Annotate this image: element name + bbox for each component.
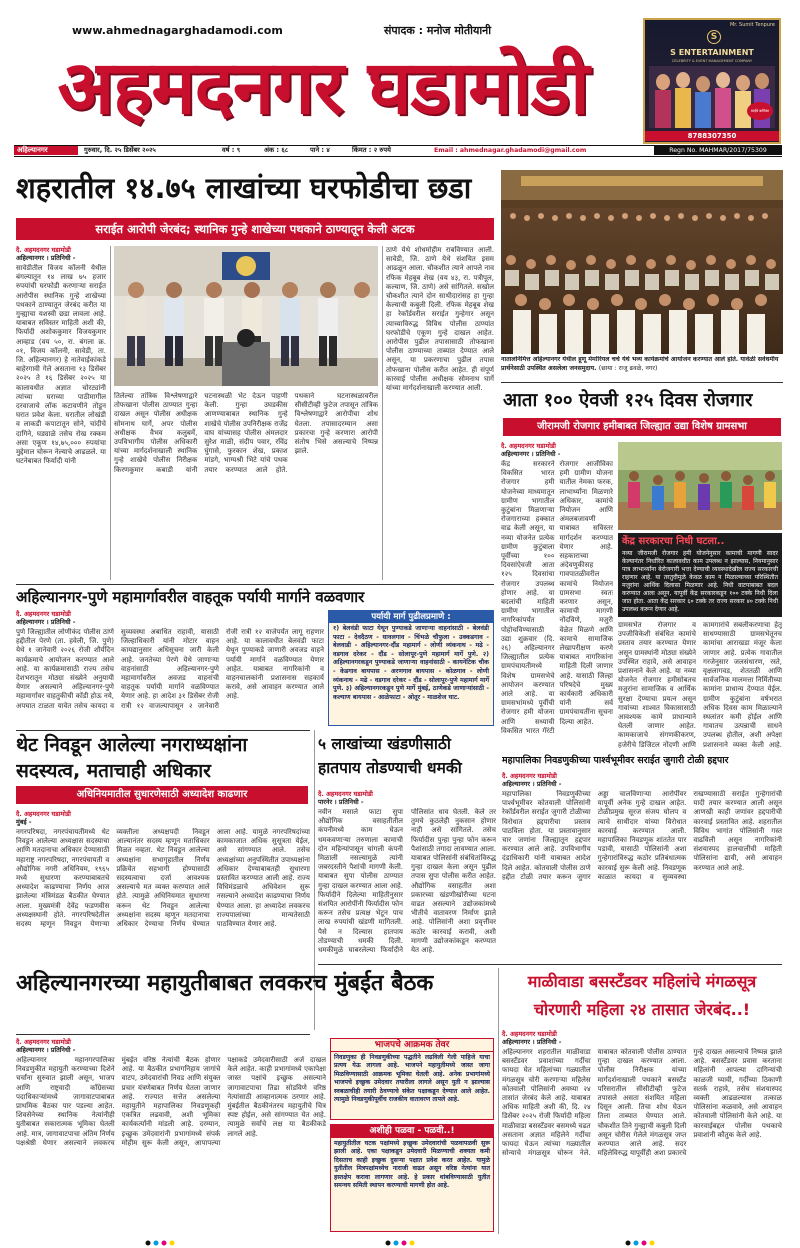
rojgar-col xyxy=(501,442,613,748)
route-box-text: १) बेलवंडी फाटा येथून पुण्याकडे जाणाऱ्या वाहनांसाठी - बेलवंडी फाटा - देवदैठण - धावलगाव - चिंभळे चौफुला - उक्कडगाव - बेलवाडी - अहिल्यानगर-दौंड महामार्ग - लोणी व्यंकनाथ - मढे - वडगाव दरेकर - दौंड - सोलापूर-पुणे महामार्ग मार्गे पुणे. २) अहिल्यानगरकडून पुण्याकडे जाणाऱ्या वाहनांसाठी - कायनेटिक चौक - केडगाव बायपास - अरणगाव बायपास - कोळगाव - लोणी व्यंकनाथ - मढे - वडगाव दरेकर - दौंड - सोलापूर-पुणे महामार्ग मार्गे पुणे. ३) अहिल्यानगरकडून पुणे मार्गे मुंबई, ठाणेकडे जाणाऱ्यांसाठी - कल्याण बायपास - आळेफाटा - ओतूर - माळशेज घाट. xyxy=(333,625,489,701)
info-bar xyxy=(14,145,782,157)
lead-photo xyxy=(114,246,378,386)
bjp-box-title: भाजपचे आक्रमक तेवर xyxy=(331,1039,493,1052)
rojgar-callout xyxy=(618,533,782,617)
info-date: गुरुवार, दि. २५ डिसेंबर २०२५ xyxy=(84,146,156,154)
rojgar-text-2: ग्रामसभेत रोजगार व उपजीविकेशी संबंधित कामांचे प्रस्ताव तयार करण्यात येणार असून ग्रामस्थांनी मोठ्या संख्येने उपस्थित राहावे, असे आवाहन प्रशासनाने केले आहे. या नव्या योजनेत रोजगार हमीसोबतच मजुरांना सामाजिक व आर्थिक सुरक्षा देण्याचा प्रयत्न असून गावांच्या शाश्वत विकासासाठी आवश्यक कामे प्राधान्याने घेतली जाणार आहेत. कामकाजाचे संगणकीकरण, हजेरीचे डिजिटल नोंदणी आणि xyxy=(618,621,696,748)
palva-box-text: महायुतीतील घटक पक्षांमध्ये इच्छुक उमेदवारांची पळवापळवी सुरू झाली आहे. एका पक्षाकडून उमेदवारी मिळण्याची शक्यता कमी दिसताच काही इच्छुक दुसऱ्या पक्षात प्रवेश करत आहेत. यामुळे युतीतील मित्रपक्षांमध्येच नाराजी वाढत असून वरिष्ठ नेत्यांना यात हस्तक्षेप करावा लागणार आहे. हे प्रकार थांबविण्यासाठी युतीत समन्वय समिती स्थापन करण्याची मागणी होत आहे. xyxy=(334,1140,490,1190)
khandani-headline: ५ लाखांच्या खंडणीसाठी हातपाय तोडण्याची धमकी xyxy=(318,735,462,777)
mahapalika-dateline: अहिल्यानगर । प्रतिनिधी - xyxy=(502,780,562,788)
palva-box xyxy=(330,1124,494,1232)
info-year: वर्ष : ९ xyxy=(222,146,241,154)
highway-text: पुणे जिल्ह्यातील लोणीकंद पोलीस ठाणे हद्दीतील पेरणे (ता. हवेली, जि. पुणे) येथे १ जानेवारी २०२६ रोजी शौर्यदिन कार्यक्रमाचे आयोजन करण्यात आले आहे. या कार्यक्रमासाठी राज्य तसेच देशभरातून मोठ्या संख्येने अनुयायी येणार असल्याने अहिल्यानगर-पुणे महामार्गावर वाहतुकीची कोंडी होऊ नये, अपघात टाळता यावेत तसेच कायदा व सुव्यवस्था अबाधित राहावी, यासाठी जिल्हाधिकारी यांनी मोटार वाहन कायद्यानुसार अधिसूचना जारी केली आहे. जनतेच्या पेरणे येथे जाणाऱ्या वाहनांसाठी अहिल्यानगर-पुणे महामार्गावरील अवजड वाहनांची वाहतूक पर्यायी मार्गाने वळविण्यात येणार आहे. हा आदेश ३१ डिसेंबर रोजी रात्री १२ वाजल्यापासून २ जानेवारी रोजी रात्री १२ वाजेपर्यंत लागू राहणार आहे. या कालावधीत बेलवंडी फाटा येथून पुण्याकडे जाणारी अवजड वाहने पर्यायी मार्गाने वळविण्यात येणार आहेत. याबाबत नागरिकांनी व वाहनचालकांनी प्रशासनास सहकार्य करावे, असे आवाहन करण्यात आले आहे. xyxy=(16,628,324,710)
lead-col4: ठाणे येथे शोधमोहीम राबविण्यात आली. सावेडी, जि. ठाणे येथे संशयित इसम आढळून आला. चौकशीत त्याने आपले नाव रफिक मेहबूब शेख (वय ४३, रा. पत्रीपूल, कल्याण, जि. ठाणे) असे सांगितले. सखोल चौकशीत त्याने दोन साथीदारांसह हा गुन्हा केल्याची कबुली दिली. रफिक मेहबूब शेख हा रेकॉर्डवरील सराईत गुन्हेगार असून त्याच्याविरुद्ध विविध पोलीस ठाण्यांत घरफोडीचे एकूण गुन्हे दाखल आहेत. आरोपीस पुढील तपासासाठी तोफखाना पोलीस ठाण्याच्या ताब्यात देण्यात आले असून, या प्रकरणाचा पुढील तपास तोफखाना पोलीस करीत आहेत. ही संपूर्ण कारवाई पोलीस अधीक्षक सोमनाथ घार्गे यांच्या मार्गदर्शनाखाली करण्यात आली. xyxy=(386,246,494,393)
rojgar-text: केंद्र सरकारने विकसित भारत रोजगार हमी योजनेच्या माध्यमातून ग्रामीण भागातील कुटुंबांना मिळणाऱ्या रोजगाराच्या हक्कात वाढ केली असून, या नव्या योजनेत प्रत्येक ग्रामीण कुटुंबाला पूर्वीच्या १०० दिवसांऐवजी आता १२५ दिवसांचा रोजगार उपलब्ध होणार आहे. या बदलांची माहिती ग्रामीण भागातील नागरिकांपर्यंत पोहोचविण्यासाठी उद्या शुक्रवार (दि. २६) अहिल्यानगर जिल्ह्यातील प्रत्येक ग्रामपंचायतीमध्ये विशेष ग्रामसभेचे आयोजन करण्यात आले आहे. या ग्रामसभांमध्ये पूर्वीची रोजगार हमी योजना आणि सध्याची विकसित भारत गॅरंटी रोजगार आजीविका हमी ग्रामीण योजना यातील नेमका फरक, लाभार्थ्यांना मिळणारे अधिकार, कामांचे नियोजन आणि अंमलबजावणी याबाबत सविस्तर मार्गदर्शन करण्यात येणार आहे. सहकाराच्या अंदेवणुकीसह गावपातळीवरील कामांचे नियोजन ग्रामसभा स्वतः करणार असून, कामाची मागणी नोंदविणे, मजुरी वेळेत मिळणे आणि कामाचे सामाजिक लेखापरीक्षण करणे याबाबत नागरिकांना माहिती दिली जाणार आहे. यासाठी जिल्हा परिषदेचे मुख्य कार्यकारी अधिकारी यांनी सर्व ग्रामपंचायतींना सूचना दिल्या आहेत. xyxy=(501,460,613,735)
rally-caption-text: नातालनिमित्त अहिल्यानगर येथील हूणू मेमोरियल चर्च येथे भव्य कार्यक्रमांचे आयोजन करण्यात आले होते. यावेळी सर्वधर्मीय प्रार्थनेसाठी उपस्थित असलेला जनसमुदाय. xyxy=(501,356,779,372)
masthead-title: अहमदनगर घडामोडी xyxy=(57,45,589,131)
ad-logo-icon: S xyxy=(707,30,721,44)
lead-col1 xyxy=(16,246,106,580)
mahapalika-text: महापालिका निवडणुकीच्या पार्श्वभूमीवर कोतवाली पोलिसांनी रेकॉर्डवरील सराईत जुगारी टोळीच्या विरोधात हद्दपारीचा प्रस्ताव पाठविला होता. या प्रस्तावानुसार चार जणांना जिल्ह्यातून हद्दपार करण्यात आले आहे. उपविभागीय दंडाधिकारी यांनी याबाबत आदेश दिले आहेत. कोतवाली पोलीस ठाणे हद्दीत टोळी तयार करून जुगार अड्डा चालविणाऱ्या आरोपींवर यापूर्वी अनेक गुन्हे दाखल आहेत. टोळीप्रमुख सूरज संजय घोलप व त्याचे साथीदार यांच्या विरोधात कारवाई करण्यात आली. महापालिका निवडणूक शांततेत पार पडावी, यासाठी पोलिसांनी अशा गुन्हेगारांविरुद्ध कठोर प्रतिबंधात्मक कारवाई सुरू केली आहे. निवडणूक काळात कायदा व सुव्यवस्था राखण्यासाठी सराईत गुन्हेगारांची यादी तयार करण्यात आली असून आणखी काही जणांवर हद्दपारीची कारवाई प्रस्तावित आहे. शहरातील विविध भागांत पोलिसांनी गस्त वाढविली असून नागरिकांनी संशयास्पद हालचालींची माहिती पोलिसांना द्यावी, असे आवाहन करण्यात आले आहे. xyxy=(502,790,782,881)
rally-credit: (छाया : राजू ढवळे, नगर) xyxy=(598,364,658,372)
rojgar-subhead: जीरामजी रोजगार हमीबाबत जिल्ह्यात उद्या विशेष ग्रामसभा xyxy=(503,418,781,436)
highway-dateline: अहिल्यानगर । प्रतिनिधी - xyxy=(16,618,76,626)
info-price: किंमत : २ रुपये xyxy=(352,146,391,154)
rojgar-text-3: कामगारांचे सबलीकरणाचा हेतू साधण्यासाठी ग्रामसभेतूनच कामांचा आराखडा मंजूर केला जाणार आहे. प्रत्येक गावातील गरजेनुसार जलसंधारण, रस्ते, वृक्षलागवड, शेततळी आणि सार्वजनिक मालमत्ता निर्मितीच्या कामांना प्राधान्य देण्यात येईल. ग्रामीण कुटुंबांना वर्षभरात अधिक दिवस काम मिळाल्याने स्थलांतर कमी होईल आणि गावातच उत्पन्नाची साधने उपलब्ध होतील, अशी अपेक्षा प्रशासनाने व्यक्त केली आहे. xyxy=(703,621,782,748)
callout-title: केंद्र सरकारचा निधी घटला.. xyxy=(622,536,725,547)
bjp-box xyxy=(330,1038,494,1120)
website-url[interactable]: www.ahmednagarghadamodi.com xyxy=(72,24,283,37)
rojgar-photo xyxy=(618,442,782,530)
lead-photo-text: तिलेल्या तांत्रिक विश्लेषणाद्वारे तोफखाना पोलीस ठाण्यात गुन्हा दाखल असून पोलीस अधीक्षक सोमनाथ घार्गे, अपर पोलीस अधीक्षक वैभव कलुबर्मे, उपविभागीय पोलीस अधिकारी यांच्या मार्गदर्शनाखाली स्थानिक गुन्हे शाखेचे पोलीस निरीक्षक किरणकुमार कबाडी यांनी घटनास्थळी भेट देऊन पाहणी केली. गुन्हा उघडकीस आणण्याबाबत स्थानिक गुन्हे शाखेचे पोलीस उपनिरीक्षक राजेंद्र वाघ यांच्यासह पोलीस अंमलदार सुरेश माळी, संदीप पवार, रविंद्र घुंगासे, फुरकान शेख, प्रकाश मांडगे, भाग्यश्री भिटे यांचे पथक तयार करण्यात आले होते. पथकाने घटनास्थळावरील सीसीटीव्ही फुटेज तपासून तांत्रिक विश्लेषणाद्वारे आरोपीचा शोध घेतला. तपासादरम्यान असा प्रकारचा गुन्हे करणारा आरोपी संतोष भिसे असल्याचे निष्पन्न झाले. xyxy=(114,392,378,474)
ad-brand: S ENTERTAINMENT xyxy=(670,48,754,57)
rojgar-byline: दै. अहमदनगर घडामोडी xyxy=(501,442,556,450)
mahayuti-col xyxy=(16,1038,326,1234)
mahayuti-byline: दै. अहमदनगर घडामोडी xyxy=(16,1038,71,1046)
khandani-byline: दै. अहमदनगर घडामोडी xyxy=(318,790,373,798)
lead-col1-text: सावेडीतील विजय कॉलनी येथील बंगल्यातून १४ लाख ७५ हजार रुपयांची घरफोडी करणाऱ्या सराईत आरोपीस स्थानिक गुन्हे शाखेच्या पथकाने ठाण्यातून जेरबंद करीत या गुन्ह्याचा यशस्वी छडा लावला आहे. याबाबत सविस्तर माहिती अशी की, फिर्यादी अशोककुमार विजयकुमार आव्हाड (वय ५०, रा. बंगला क्र. ०१, विजय कॉलनी, सावेडी, ता. जि. अहिल्यानगर) हे नातेवाईकांकडे बाहेरगावी गेले असताना १३ डिसेंबर २०२५ ते १६ डिसेंबर २०२५ या कालावधीत अज्ञात चोरट्यांनी त्यांच्या घराच्या पाठीमागील दरवाजाचे लॉक कटावणीने तोडून घरात प्रवेश केला. घरातील लोखंडी व लाकडी कपाटातून सोने, चांदीचे दागिने, घड्याळे तसेच रोख रक्कम असा एकूण १४,७५,००० रुपयांचा मुद्देमाल चोरून नेल्याचे आढळले. या घटनेबाबत फिर्यादी यांनी xyxy=(16,264,106,466)
lead-dateline: अहिल्यानगर । प्रतिनिधी - xyxy=(16,254,76,262)
ad-person: Mr. Sumit Tenpure xyxy=(729,22,775,28)
malivada-text: अहिल्यानगर शहरातील माळीवाडा बसस्टँडवर प्रवाशांच्या गर्दीचा फायदा घेत महिलांच्या गळ्यातील मंगळसूत्र चोरी करणाऱ्या महिलेस कोतवाली पोलिसांनी अवघ्या २४ तासांत जेरबंद केले आहे. याबाबत अधिक माहिती अशी की, दि. २४ डिसेंबर २०२५ रोजी फिर्यादी महिला माळीवाडा बसस्टँडवर बसमध्ये चढत असताना अज्ञात महिलेने गर्दीचा फायदा घेऊन त्यांच्या गळ्यातील सोन्याचे मंगळसूत्र चोरून नेले. याबाबत कोतवाली पोलीस ठाण्यात गुन्हा दाखल करण्यात आला. पोलीस निरीक्षक यांच्या मार्गदर्शनाखाली पथकाने बसस्टँड परिसरातील सीसीटीव्ही फुटेज तपासले असता संशयित महिला दिसून आली. तिचा शोध घेऊन तिला ताब्यात घेण्यात आले. चौकशीत तिने गुन्ह्याची कबुली दिली असून चोरीस गेलेले मंगळसूत्र जप्त करण्यात आले आहे. सदर महिलेविरुद्ध यापूर्वीही अशा प्रकारचे गुन्हे दाखल असल्याचे निष्पन्न झाले आहे. बसस्टँडवर प्रवास करताना महिलांनी आपल्या दागिन्यांची काळजी घ्यावी, गर्दीच्या ठिकाणी सतर्क राहावे, तसेच संशयास्पद व्यक्ती आढळल्यास तत्काळ पोलिसांना कळवावे, असे आवाहन कोतवाली पोलिसांनी केले आहे. या कारवाईबद्दल पोलीस पथकाचे प्रवाशांनी कौतुक केले आहे. xyxy=(502,1048,782,1158)
lead-byline: दै. अहमदनगर घडामोडी xyxy=(16,246,71,254)
highway-route-box xyxy=(328,610,494,726)
rojgar-headline: आता १०० ऐवजी १२५ दिवस रोजगार xyxy=(503,390,753,411)
mahapalika-byline: दै. अहमदनगर घडामोडी xyxy=(502,772,557,780)
lead-headline: शहरातील १४.७५ लाखांच्या घरफोडीचा छडा xyxy=(16,171,472,205)
mahayuti-text: अहिल्यानगर महानगरपालिका निवडणुकीत महायुती करण्याच्या दिशेने चर्चांना सुरुवात झाली असून, भाजप आणि राष्ट्रवादी काँग्रेसच्या पदाधिकाऱ्यांमध्ये जागावाटपाबाबत प्राथमिक बैठका पार पडल्या आहेत. शिवसेनेच्या स्थानिक नेत्यांनीही युतीबाबत सकारात्मक भूमिका घेतली आहे. मात्र, जागावाटपाचा अंतिम निर्णय पक्षश्रेष्ठी घेणार असल्याने लवकरच मुंबईत वरिष्ठ नेत्यांची बैठक होणार आहे. या बैठकीत प्रभागनिहाय जागांचे वाटप, उमेदवारांची निवड आणि संयुक्त प्रचार यंत्रणेबाबत निर्णय घेतला जाणार आहे. राज्यात सत्तेत असलेल्या महायुतीने महापालिका निवडणूकही एकत्रित लढवावी, अशी भूमिका कार्यकर्त्यांनी मांडली आहे. दरम्यान, इच्छुक उमेदवारांनी प्रभागांमध्ये संपर्क मोहीम सुरू केली असून, आपापल्या पक्षाकडे उमेदवारीसाठी अर्ज दाखल केले आहेत. काही प्रभागांमध्ये एकापेक्षा जास्त पक्षांचे इच्छुक असल्याने जागावाटपाचा तिढा सोडविणे वरिष्ठ नेत्यांसाठी आव्हानात्मक ठरणार आहे. मुंबईतील बैठकीनंतरच महायुतीचे चित्र स्पष्ट होईल, असे सांगण्यात येत आहे. त्यामुळे सर्वांचे लक्ष या बैठकीकडे लागले आहे. xyxy=(16,1056,326,1147)
sadasyatva-dateline: मुंबई - xyxy=(16,818,32,826)
print-registration-marks xyxy=(0,1238,800,1248)
mahayuti-dateline: अहिल्यानगर । प्रतिनिधी - xyxy=(16,1046,76,1054)
lead-subhead: सराईत आरोपी जेरबंद; स्थानिक गुन्हे शाखेच्या पथकाने ठाण्यातून केली अटक xyxy=(16,218,494,240)
sadasyatva-headline: थेट निवडून आलेल्या नगराध्यक्षांना सदस्यत्व, मताचाही अधिकार xyxy=(16,734,248,782)
malivada-dateline: अहिल्यानगर । प्रतिनिधी - xyxy=(502,1038,562,1046)
highway-headline: अहिल्यानगर-पुणे महामार्गावरील वाहतूक पर्यायी मार्गाने वळवणार xyxy=(16,588,365,606)
malivada-byline: दै. अहमदनगर घडामोडी xyxy=(502,1030,557,1038)
malivada-headline: माळीवाडा बसस्टँडवर महिलांचे मंगळसूत्र चोरणारी महिला २४ तासात जेरबंद..! xyxy=(527,972,757,1019)
info-regn: Regn No. MAHMAR/2017/75309 xyxy=(654,146,782,155)
sadasyatva-byline: दै. अहमदनगर घडामोडी xyxy=(16,810,71,818)
rally-caption xyxy=(501,356,783,378)
mahapalika-col xyxy=(502,772,782,960)
rally-photo xyxy=(501,170,783,354)
highway-col xyxy=(16,610,324,726)
route-box-title: पर्यायी मार्ग पुढीलप्रमाणे : xyxy=(329,611,493,623)
sadasyatva-subhead: अधिनियमातील सुधारणेसाठी अध्यादेश काढणार xyxy=(16,786,308,804)
sadasyatva-text: नगरपरिषदा, नगरपंचायतींमध्ये थेट निवडून आलेल्या अध्यक्षास सदस्याचा आणि मतदानाचा अधिकार देण्यासाठी महाराष्ट्र नगरपरिषदा, नगरपंचायती व औद्योगिक नगरी अधिनियम, १९६५ मध्ये सुधारणा करण्याबाबतचे अध्यादेश काढण्याचा निर्णय आज झालेल्या मंत्रिमंडळ बैठकीत घेण्यात आला. मुख्यमंत्री देवेंद्र फडणवीस अध्यक्षस्थानी होते. नगरपरिषदेतील सदस्य म्हणून निवडून येणाऱ्या व्यक्तीला अध्यक्षपदी निवडून आल्यानंतर सदस्य म्हणून मताधिकार मिळत नव्हता. थेट निवडून आलेल्या अध्यक्षांना सभागृहातील निर्णय प्रक्रियेत सहभागी होण्यासाठी सदस्यत्वाचा दर्जा आवश्यक असल्याचे मत व्यक्त करण्यात आले होते. त्यामुळे अधिनियमात सुधारणा करून थेट निवडून आलेल्या अध्यक्षांना सदस्य म्हणून मतदानाचा अधिकार देण्याचा निर्णय घेण्यात आला आहे. यामुळे नगरपरिषदांच्या कामकाजात अधिक सुसूत्रता येईल, असे सांगण्यात आले. तसेच अध्यक्षांच्या अनुपस्थितीत उपाध्यक्षांना अधिकार देण्याबाबतही सुधारणा प्रस्तावित करण्यात आली आहे. राज्य विधिमंडळाचे अधिवेशन सुरू नसल्याने अध्यादेश काढण्याचा निर्णय घेण्यात आला. हा अध्यादेश लवकरच राज्यपालांच्या मान्यतेसाठी पाठविण्यात येणार आहे. xyxy=(16,828,310,929)
khandani-col xyxy=(318,790,496,960)
info-issue: अंक : ६८ xyxy=(264,146,289,154)
ad-badge: साईचे बालिका xyxy=(747,102,773,120)
masthead-ad[interactable] xyxy=(643,18,781,144)
malivada-col xyxy=(502,1030,782,1234)
palva-box-title: अशीही पळवा - पळवी..! xyxy=(331,1125,493,1138)
rojgar-dateline: अहिल्यानगर । प्रतिनिधी - xyxy=(501,450,561,458)
mahayuti-headline: अहिल्यानगरच्या महायुतीबाबत लवकरच मुंबईत बैठक xyxy=(16,971,434,996)
ad-tagline: CELEBRITY & EVENT MANAGEMENT COMPANY xyxy=(671,59,753,63)
khandani-dateline: पारनेर । प्रतिनिधी - xyxy=(318,798,364,806)
mahapalika-headline: महापालिका निवडणुकीच्या पार्श्वभूमीवर सराईत जुगारी टोळी हद्दपार xyxy=(502,755,729,766)
info-email[interactable]: Email : ahmednagar.ghadamodi@gmail.com xyxy=(434,147,587,154)
info-pages: पाने : ४ xyxy=(310,146,330,154)
callout-text: नव्या जीरामजी रोजगार हमी योजनेनुसार कामाची मागणी सादर केल्यानंतर निर्धारित कालावधीत काम उपलब्ध न झाल्यास, नियमानुसार पात्र लाभार्थ्यांना बेरोजगारी भत्ता देण्याची व्यवस्थादेखील राज्य सरकारची राहणार आहे. या तरतुदीमुळे केवळ काम न मिळाल्याच्या परिस्थितीत मजुरांना आर्थिक दिलासा मिळणार आहे. निधी वाटपाबाबत बदल करण्यात आला असून, यापूर्वी केंद्र सरकारकडून १०० टक्के निधी दिला जात होता. आता केंद्र सरकार ६० टक्के तर राज्य सरकार ४० टक्के निधी उपलब्ध करून देणार आहे. xyxy=(622,550,778,613)
highway-byline: दै. अहमदनगर घडामोडी xyxy=(16,610,71,618)
bjp-box-text: निवडणुका ही निवडणुकीच्या पद्धतीने लढविली गेली पाहिजे याचा प्रत्यय येऊ लागला आहे. भाजपने महायुतीमध्ये जास्त जागा मिळविण्यासाठी आक्रमक भूमिका घेतली आहे. अनेक प्रभागांमध्ये भाजपचे इच्छुक उमेदवार तयारीला लागले असून युती न झाल्यास स्वबळाचीही तयारी ठेवण्याचे संकेत पक्षाकडून देण्यात आले आहेत. त्यामुळे निवडणुकीपूर्वीच राजकीय वातावरण तापले आहे. xyxy=(334,1054,490,1104)
info-city: अहिल्यानगर xyxy=(14,146,78,155)
editor-label: संपादक : मनोज मोतीयानी xyxy=(384,24,492,37)
khandani-text: नवीन मसाले फाटा सुपा औद्योगिक वसाहतीतील कंपनीमध्ये काम घेऊन धमकवणाऱ्या तरुणाला कामाची दोन महिन्यांपासून चांगली कंपनी मिळाली नसल्यामुळे त्यांनी जबरदस्तीने पैशांची मागणी केली. याबाबत सुपा पोलीस ठाण्यात गुन्हा दाखल करण्यात आला आहे. फिर्यादीने दिलेल्या माहितीनुसार संशयित आरोपींनी फिर्यादीस फोन करून तसेच प्रत्यक्ष भेटून पाच लाख रुपयांची खंडणी मागितली. पैसे न दिल्यास हातपाय तोडण्याची धमकी दिली. धमकीमुळे घाबरलेल्या फिर्यादीने पोलिसांत धाव घेतली. केले तर तुमचे कुठलेही नुकसान होणार नाही असे सांगितले. तसेच फिर्यादीस पुन्हा पुन्हा फोन करून पैशांसाठी तगादा लावण्यात आला. याबाबत पोलिसांनी संबंधितांविरुद्ध गुन्हा दाखल केला असून पुढील तपास सुपा पोलीस करीत आहेत. औद्योगिक वसाहतीत अशा प्रकारच्या खंडणीखोरीच्या घटना वाढत असल्याने उद्योजकांमध्ये भीतीचे वातावरण निर्माण झाले आहे. पोलिसांनी अशा प्रवृत्तींवर कठोर कारवाई करावी, अशी मागणी उद्योजकांकडून करण्यात येत आहे. xyxy=(318,808,496,955)
ad-phone[interactable]: 8788307350 xyxy=(645,131,779,141)
